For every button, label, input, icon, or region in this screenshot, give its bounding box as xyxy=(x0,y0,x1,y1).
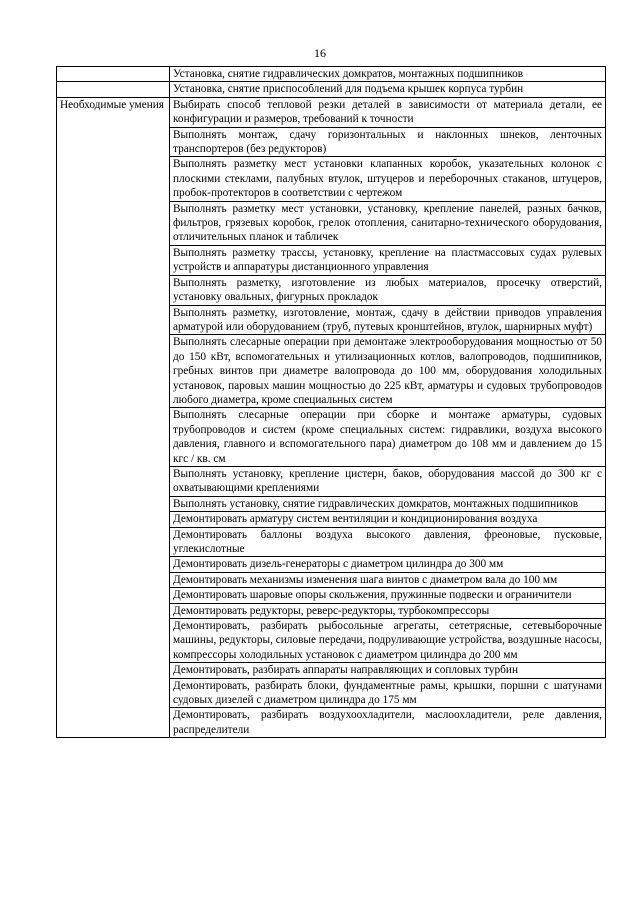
table-cell-text: Демонтировать баллоны воздуха высокого давления, фреоновые, пусковые, углекислотные xyxy=(170,527,606,557)
table-cell-text: Выполнять установку, крепление цистерн, баков, оборудования массой до 300 кг с охватывающими креплениями xyxy=(170,466,606,496)
table-cell-text: Демонтировать, разбирать блоки, фундаментные рамы, крышки, поршни с шатунами судовых дизелей с диаметром цилиндра до 175 мм xyxy=(170,678,606,708)
table-cell-text: Демонтировать, разбирать рыбосольные агрегаты, сететрясные, сетевыборочные машины, редукторы, силовые передачи, подруливающие устройства, воздушные насосы, компрессоры холодильных установок с диаметром цилиндра до 200 мм xyxy=(170,619,606,663)
table-cell-text: Установка, снятие гидравлических домкратов, монтажных подшипников xyxy=(170,67,606,82)
table-cell-text: Демонтировать шаровые опоры скольжения, пружинные подвески и ограничители xyxy=(170,588,606,603)
table-row xyxy=(57,97,606,127)
table-cell-text: Выполнять разметку мест установки клапанных коробок, указательных колонок с плоскими стеклами, палубных втулок, штуцеров и переборочных стаканов, штуцеров, пробок-протекторов в соответствии с чертежом xyxy=(170,157,606,201)
table-cell-text: Выполнять установку, снятие гидравлических домкратов, монтажных подшипников xyxy=(170,496,606,511)
skills-table xyxy=(56,66,606,738)
table-cell-text: Демонтировать редукторы, реверс-редукторы, турбокомпрессоры xyxy=(170,603,606,618)
table-cell-text: Выполнять разметку трассы, установку, крепление на пластмассовых судах рулевых устройств и аппаратуры дистанционного управления xyxy=(170,245,606,275)
table-cell-text: Демонтировать дизель-генераторы с диаметром цилиндра до 300 мм xyxy=(170,557,606,572)
table-cell-text: Демонтировать арматуру систем вентиляции и кондиционирования воздуха xyxy=(170,512,606,527)
table-cell-text: Установка, снятие приспособлений для подъема крышек корпуса турбин xyxy=(170,82,606,97)
table-cell-text: Выполнять слесарные операции при сборке и монтаже арматуры, судовых трубопроводов и систем (кроме специальных систем: гидравлики, воздуха высокого давления, главного и вспомогательного пара) диаметром до 108 мм и давлением до 15 кгс / кв. см xyxy=(170,408,606,467)
table-cell-empty xyxy=(57,67,170,82)
section-label-cell: Необходимые умения xyxy=(57,97,170,737)
table-cell-text: Демонтировать механизмы изменения шага винтов с диаметром вала до 100 мм xyxy=(170,572,606,587)
table-cell-text: Выполнять монтаж, сдачу горизонтальных и наклонных шнеков, ленточных транспортеров (без редукторов) xyxy=(170,127,606,157)
table-row xyxy=(57,82,606,97)
table-cell-text: Выполнять разметку, изготовление из любых материалов, просечку отверстий, установку овальных, фигурных прокладок xyxy=(170,275,606,305)
table-cell-text: Демонтировать, разбирать аппараты направляющих и сопловых турбин xyxy=(170,663,606,678)
table-cell-text: Демонтировать, разбирать воздухоохладители, маслоохладители, реле давления, распределители xyxy=(170,708,606,738)
table-cell-text: Выполнять слесарные операции при демонтаже электрооборудования мощностью от 50 до 150 кВт, вспомогательных и утилизационных котлов, валопроводов, подшипников, гребных винтов при диаметре валопровода до 100 мм, оборудования холодильных установок, паровых машин мощностью до 225 кВт, арматуры и судовых трубопроводов любого диаметра, кроме специальных систем xyxy=(170,335,606,408)
table-cell-empty xyxy=(57,82,170,97)
table-cell-text: Выбирать способ тепловой резки деталей в зависимости от материала детали, ее конфигурации и размеров, требований к точности xyxy=(170,97,606,127)
table-cell-text: Выполнять разметку, изготовление, монтаж, сдачу в действии приводов управления арматурой или оборудованием (труб, путевых кронштейнов, втулок, шарнирных муфт) xyxy=(170,305,606,335)
page-number: 16 xyxy=(314,46,326,60)
table-cell-text: Выполнять разметку мест установки, установку, крепление панелей, разных бачков, фильтров, грязевых коробок, грелок отопления, санитарно-технического оборудования, отличительных планок и табличек xyxy=(170,201,606,245)
table-row xyxy=(57,67,606,82)
